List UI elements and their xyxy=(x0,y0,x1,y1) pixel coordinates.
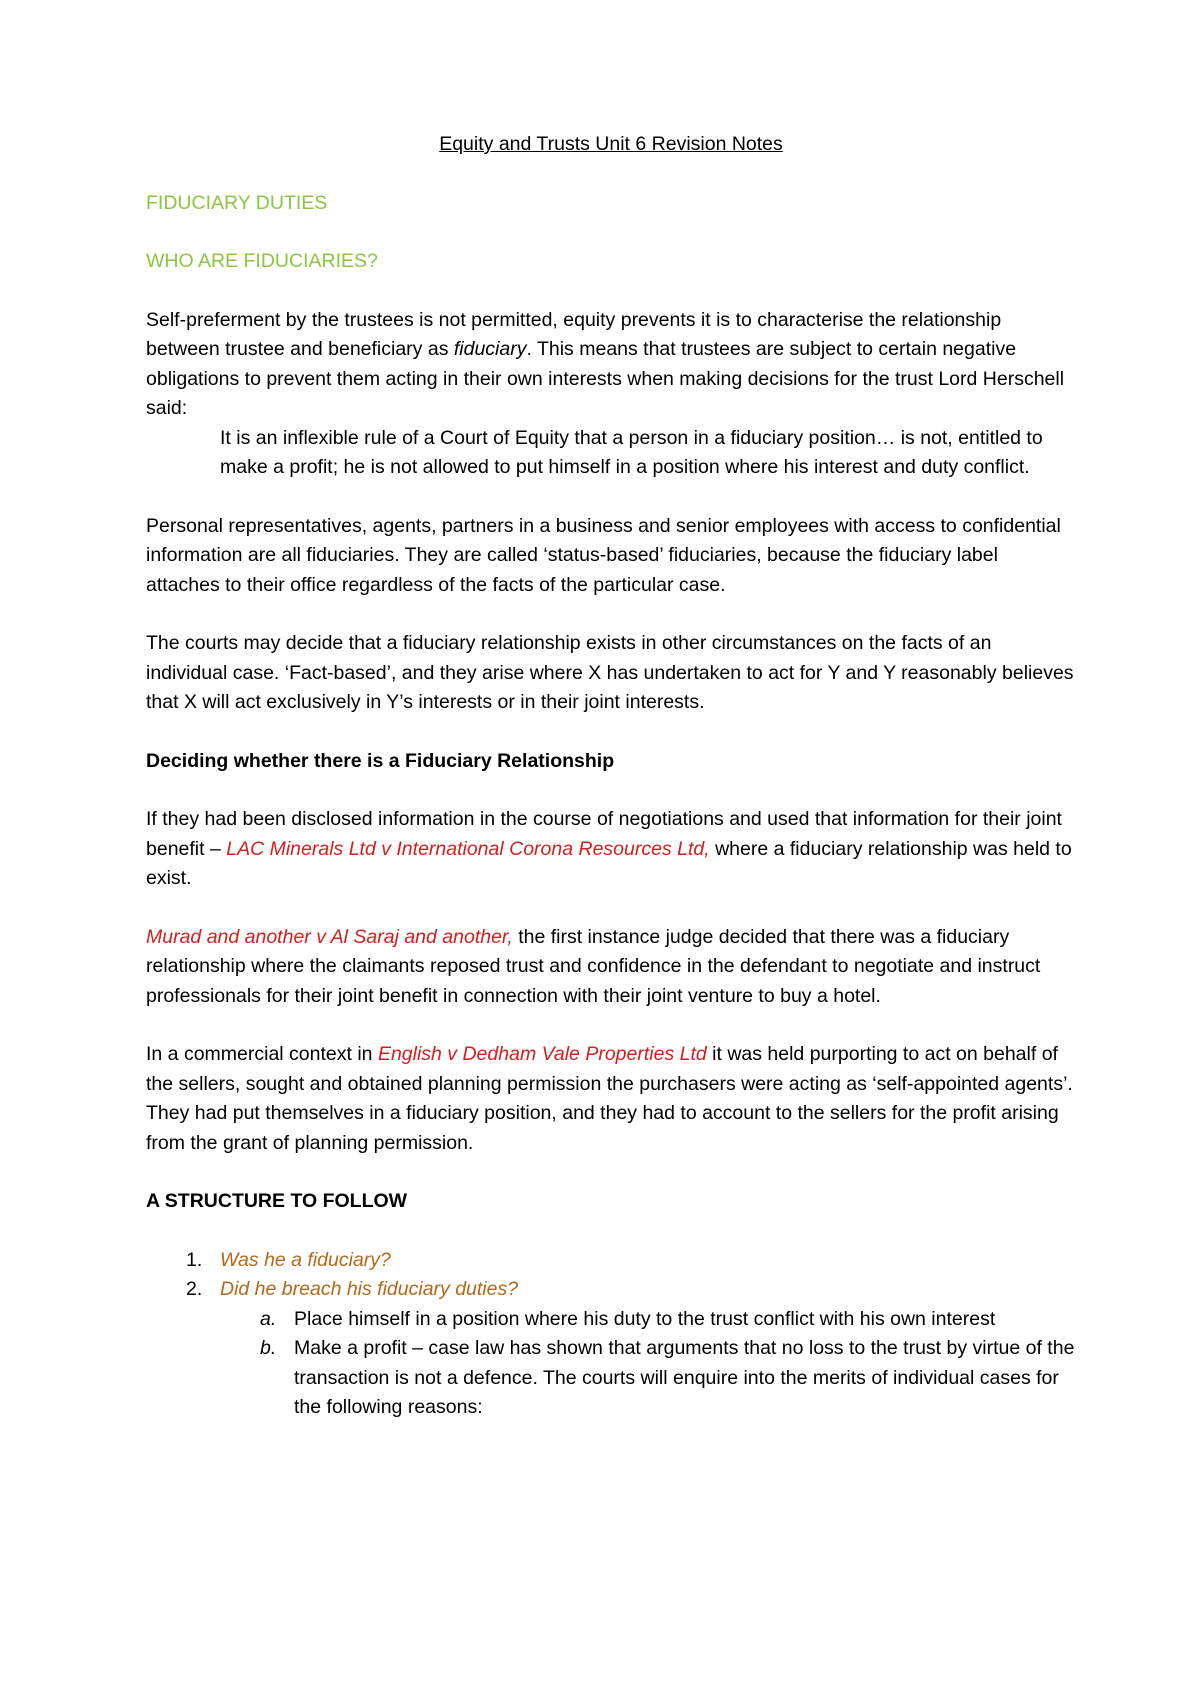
italic-term: fiduciary xyxy=(453,338,527,360)
bold-heading: Deciding whether there is a Fiduciary Relationship xyxy=(146,749,615,772)
case-citation: Murad and another v Al Saraj and another, xyxy=(146,925,513,948)
sub-list-item xyxy=(220,1305,1076,1335)
paragraph-text: Self-preferment by the trustees is not permitted, equity prevents it is to characterise the relationship between trustee and beneficiary as xyxy=(146,308,1002,360)
section-heading: FIDUCIARY DUTIES xyxy=(146,191,328,214)
paragraph-text: If they had been disclosed information in the course of negotiations and used that information for their joint benefit – xyxy=(146,808,1062,860)
paragraph-status-based: Personal representatives, agents, partners in a business and senior employees with access to confidential information are all fiduciaries. They are called ‘status-based’ fiduciaries, because the fiduciary label attaches to their office regardless of the facts of the particular case. xyxy=(146,514,1061,596)
paragraph-text: the first instance judge decided that there was a fiduciary relationship where the claimants reposed trust and confidence in the defendant to negotiate and instruct professionals for their joint benefit in connection with their joint venture to buy a hotel. xyxy=(146,925,1041,1007)
subheading: WHO ARE FIDUCIARIES? xyxy=(146,250,378,272)
case-citation: English v Dedham Vale Properties Ltd xyxy=(377,1043,707,1065)
sub-list-item-text: Place himself in a position where his duty to the trust conflict with his own interest xyxy=(294,1307,996,1330)
paragraph-english-v-dedham xyxy=(146,1040,1076,1158)
sub-list xyxy=(220,1305,1076,1423)
paragraph-text: where a fiduciary relationship was held to exist. xyxy=(146,837,1072,889)
list-item-text: Was he a fiduciary? xyxy=(220,1248,391,1271)
list-number: 2. xyxy=(186,1278,203,1300)
paragraph-self-preferment xyxy=(146,306,1076,424)
document-page xyxy=(146,130,1076,1423)
paragraph-murad xyxy=(146,923,1076,1012)
sub-list-letter: a. xyxy=(260,1307,277,1330)
case-citation: LAC Minerals Ltd v International Corona Resources Ltd, xyxy=(226,837,710,860)
structure-heading: A STRUCTURE TO FOLLOW xyxy=(146,1190,408,1212)
list-item xyxy=(146,1246,1076,1276)
paragraph-lac-minerals xyxy=(146,805,1076,894)
paragraph-text: it was held purporting to act on behalf of the sellers, sought and obtained planning permission the purchasers were acting as ‘self-appointed agents’. They had put themselves in a fiduciary position, and they had to account to the sellers for the profit arising from the grant of planning permission. xyxy=(146,1043,1073,1154)
sub-list-item-text: Make a profit – case law has shown that arguments that no loss to the trust by virtue of the transaction is not a defence. The courts will enquire into the merits of individual cases for the following reasons: xyxy=(294,1337,1075,1418)
list-item-text: Did he breach his fiduciary duties? xyxy=(220,1278,519,1300)
paragraph-text: In a commercial context in xyxy=(146,1043,378,1065)
paragraph-fact-based: The courts may decide that a fiduciary relationship exists in other circumstances on the facts of an individual case. ‘Fact-based’, and they arise where X has undertaken to act for Y and Y reasonably believes that X will act exclusively in Y’s interests or in their joint interests. xyxy=(146,632,1074,713)
list-item xyxy=(146,1275,1076,1423)
quotation: It is an inflexible rule of a Court of Equity that a person in a fiduciary position… is not, entitled to make a profit; he is not allowed to put himself in a position where his interest and duty conflict. xyxy=(220,426,1043,478)
list-number: 1. xyxy=(186,1248,203,1271)
paragraph-text: . This means that trustees are subject to certain negative obligations to prevent them acting in their own interests when making decisions for the trust Lord Herschell said: xyxy=(146,338,1065,419)
document-title: Equity and Trusts Unit 6 Revision Notes xyxy=(439,133,783,155)
structure-list xyxy=(146,1246,1076,1423)
sub-list-letter: b. xyxy=(260,1337,277,1359)
sub-list-item xyxy=(220,1334,1076,1423)
